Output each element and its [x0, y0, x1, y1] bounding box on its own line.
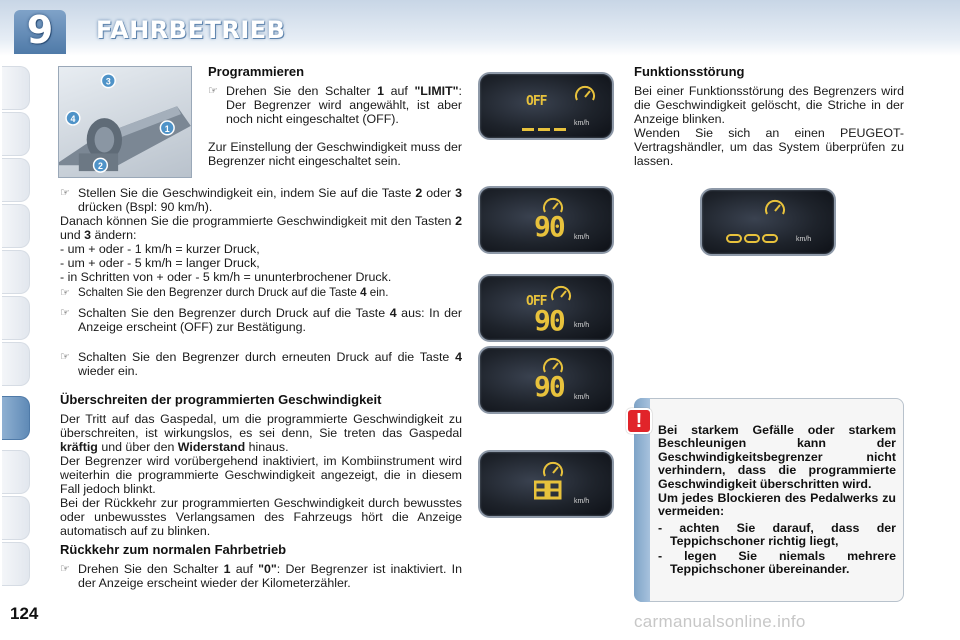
programmieren-step-3: ☞ Schalten Sie den Begrenzer durch Druck auf die Taste 4 ein.: [60, 286, 389, 299]
chapter-tab-2[interactable]: [2, 112, 30, 156]
adjust-option-2: - um + oder - 5 km/h = langer Druck,: [60, 256, 260, 270]
funktionsstoerung-para-1: Bei einer Funktionsstörung des Begrenzers wird die Geschwindigkeit gelöscht, die Striche in der Anzeige blinken.: [634, 84, 904, 126]
bullet-pointer-icon: ☞: [60, 187, 70, 199]
chapter-tab-7[interactable]: [2, 342, 30, 386]
blinking-speed-icon: [534, 480, 562, 500]
bullet-pointer-icon: ☞: [208, 85, 218, 97]
page-number: 124: [10, 604, 39, 623]
display-off-dashes: [478, 72, 614, 140]
adjust-option-3: - in Schritten von + oder - 5 km/h = ununterbrochener Druck.: [60, 270, 392, 284]
display-blinking: [478, 450, 614, 518]
bullet-pointer-icon: ☞: [60, 351, 70, 363]
programmieren-step-5: ☞ Schalten Sie den Begrenzer durch erneuten Druck auf die Taste 4 wieder ein.: [60, 350, 462, 378]
warning-text-2: Um jedes Blockieren des Pedalwerks zu vermeiden:: [658, 491, 896, 519]
ueberschreiten-para-1: Der Tritt auf das Gaspedal, um die programmierte Geschwindigkeit zu überschreiten, ist wirkungslos, es sei denn, Sie treten das Gaspedal kräftig und über den Widerstand hinaus.: [60, 412, 462, 454]
blinking-dashes: [726, 230, 786, 242]
section-title-ueberschreiten: Überschreiten der programmierten Geschwindigkeit: [60, 392, 382, 407]
rueckkehr-step: ☞ Drehen Sie den Schalter 1 auf "0": Der Begrenzer ist inaktiviert. In der Anzeige erscheint wieder der Kilometerzähler.: [60, 562, 462, 590]
chapter-tab-12[interactable]: [2, 542, 30, 586]
off-indicator: OFF: [526, 294, 547, 309]
adjust-option-1: - um + oder - 1 km/h = kurzer Druck,: [60, 242, 260, 256]
key-3-label: 3: [105, 76, 111, 87]
funktionsstoerung-para-2: Wenden Sie sich an einen PEUGEOT-Vertragshändler, um das System überprüfen zu lassen.: [634, 126, 904, 168]
speed-value: 90: [534, 210, 564, 243]
chapter-number: 9: [26, 8, 54, 52]
speed-value: 90: [534, 304, 564, 337]
display-speed-90-active: [478, 346, 614, 414]
display-malfunction: [700, 188, 836, 256]
warning-text-4: - legen Sie niemals mehrere Teppichschoner übereinander.: [658, 549, 896, 577]
section-title-programmieren: Programmieren: [208, 64, 305, 79]
chapter-tab-5[interactable]: [2, 250, 30, 294]
warning-text-1: Bei starkem Gefälle oder starkem Beschleunigen kann der Geschwindigkeitsbegrenzer nicht verhindern, dass die programmierte Geschwindigkeit überschritten wird.: [658, 423, 896, 491]
chapter-tab-6[interactable]: [2, 296, 30, 340]
dash-indicator: [522, 118, 570, 122]
section-title-funktionsstoerung: Funktionsstörung: [634, 64, 745, 79]
speedometer-icon: [542, 460, 564, 482]
bullet-pointer-icon: ☞: [60, 307, 70, 319]
programmieren-note: Zur Einstellung der Geschwindigkeit muss der Begrenzer nicht eingeschaltet sein.: [208, 140, 462, 168]
stalk-illustration: [59, 67, 191, 177]
page-title: FAHRBETRIEB: [96, 16, 286, 44]
bullet-pointer-icon: ☞: [60, 287, 70, 299]
speedometer-icon: [764, 198, 786, 220]
unit-label: km/h: [574, 322, 590, 329]
chapter-tab-4[interactable]: [2, 204, 30, 248]
key-4-label: 4: [70, 114, 76, 124]
programmieren-step-4: ☞ Schalten Sie den Begrenzer durch Druck auf die Taste 4 aus: In der Anzeige erscheint (OFF) zur Bestätigung.: [60, 306, 462, 334]
speed-limiter-stalk-image: [58, 66, 192, 178]
unit-label: km/h: [574, 120, 590, 127]
chapter-tab-3[interactable]: [2, 158, 30, 202]
unit-label: km/h: [574, 394, 590, 401]
bullet-pointer-icon: ☞: [60, 563, 70, 575]
warning-icon: !: [626, 408, 652, 434]
stalk-ring-inner: [95, 127, 115, 153]
ueberschreiten-para-2: Der Begrenzer wird vorübergehend inaktiviert, im Kombiinstrument wird weiterhin die programmierte Geschwindigkeit angezeigt, die in diesem Fall jedoch blinkt.: [60, 454, 462, 496]
off-indicator: OFF: [526, 94, 547, 109]
key-1-label: 1: [164, 123, 170, 134]
display-off-90: [478, 274, 614, 342]
speedometer-icon: [574, 84, 596, 106]
key-2-label: 2: [97, 161, 103, 172]
ueberschreiten-para-3: Bei der Rückkehr zur programmierten Geschwindigkeit durch bewusstes oder unbewusstes Verlangsamen des Fahrzeugs hört die Anzeige automatisch auf zu blinken.: [60, 496, 462, 538]
chapter-tab-9-active[interactable]: [2, 396, 30, 440]
watermark: carmanualsonline.info: [634, 612, 806, 631]
speed-value: 90: [534, 370, 564, 403]
programmieren-adjust-text: Danach können Sie die programmierte Geschwindigkeit mit den Tasten 2 und 3 ändern:: [60, 214, 462, 242]
warning-text-3: - achten Sie darauf, dass der Teppichschoner richtig liegt,: [658, 521, 896, 549]
chapter-tab-rail: [0, 60, 36, 620]
speedometer-icon: [550, 284, 572, 306]
section-title-rueckkehr: Rückkehr zum normalen Fahrbetrieb: [60, 542, 287, 557]
unit-label: km/h: [574, 234, 590, 241]
programmieren-step-2: ☞ Stellen Sie die Geschwindigkeit ein, indem Sie auf die Taste 2 oder 3 drücken (Bspl: 90 km/h).: [60, 186, 462, 214]
chapter-tab-1[interactable]: [2, 66, 30, 110]
chapter-tab-11[interactable]: [2, 496, 30, 540]
chapter-tab-10[interactable]: [2, 450, 30, 494]
programmieren-step-1: ☞ Drehen Sie den Schalter 1 auf "LIMIT": Der Begrenzer wird angewählt, ist aber noch nicht eingeschaltet (OFF).: [208, 84, 462, 126]
display-speed-90: [478, 186, 614, 254]
unit-label: km/h: [574, 498, 590, 505]
unit-label: km/h: [796, 236, 812, 243]
